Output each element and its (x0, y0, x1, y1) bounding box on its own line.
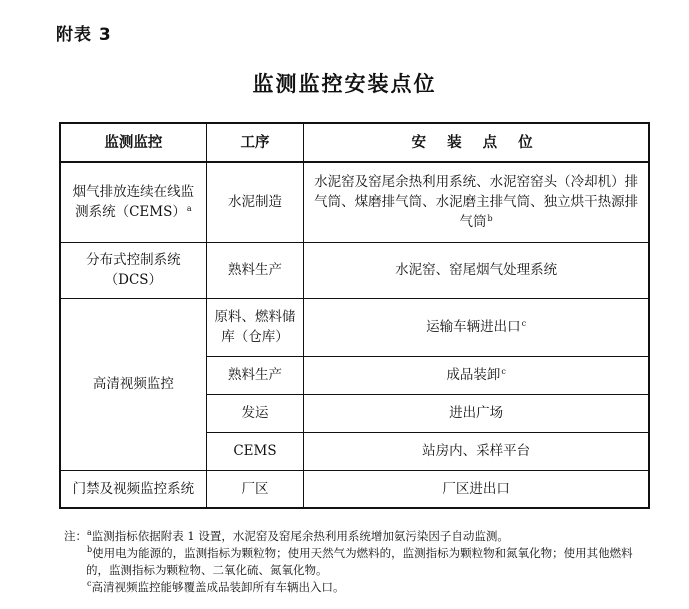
cell-monitor-video: 高清视频监控 (60, 298, 206, 470)
table-header-row (60, 123, 649, 162)
note-text: 高清视频监控能够覆盖成品装卸所有车辆出入口。 (91, 580, 345, 594)
appendix-label: 附表 3 (56, 25, 112, 45)
location-text: 水泥窑及窑尾余热利用系统、水泥窑窑头（冷却机）排气筒、煤磨排气筒、水泥磨主排气筒、独立烘干热源排气筒 (314, 174, 639, 231)
cell-monitor-dcs: 分布式控制系统（DCS） (60, 242, 206, 298)
cell-location (304, 356, 649, 394)
footnote-marker: b (487, 213, 493, 223)
cell-location (304, 298, 649, 356)
footnote-marker: c (87, 579, 92, 589)
note-item (64, 579, 654, 596)
cell-process: 发运 (206, 394, 303, 432)
note-text: 监测指标依据附表 1 设置，水泥窑及窑尾余热利用系统增加氨污染因子自动监测。 (91, 529, 509, 543)
notes-prefix: 注： (64, 529, 87, 543)
table-notes (64, 528, 654, 596)
cell-process: 原料、燃料储库（仓库） (206, 298, 303, 356)
cell-location: 厂区进出口 (304, 470, 649, 508)
cell-process: CEMS (206, 432, 303, 470)
cell-location: 进出广场 (304, 394, 649, 432)
cell-location: 站房内、采样平台 (304, 432, 649, 470)
table-row (60, 470, 649, 508)
footnote-marker: a (186, 203, 192, 213)
cell-location (304, 162, 649, 242)
location-text: 成品装卸 (446, 367, 501, 383)
table-row (60, 298, 649, 356)
document-title: 监测监控安装点位 (252, 72, 437, 96)
footnote-marker: c (501, 366, 506, 376)
install-location-table (59, 122, 650, 509)
header-location: 安 装 点 位 (304, 123, 649, 162)
footnote-marker: c (521, 318, 527, 328)
cell-process: 熟料生产 (206, 242, 303, 298)
footnote-marker: b (87, 545, 93, 555)
header-monitor: 监测监控 (60, 123, 206, 162)
cell-monitor-cems (60, 162, 206, 242)
table-row (60, 242, 649, 298)
cell-monitor-access: 门禁及视频监控系统 (60, 470, 206, 508)
footnote-marker: a (87, 528, 92, 538)
note-text: 使用电为能源的，监测指标为颗粒物；使用天然气为燃料的，监测指标为颗粒物和氮氧化物；使用其他燃料的，监测指标为颗粒物、二氧化硫、氮氧化物。 (86, 546, 633, 577)
cell-location: 水泥窑、窑尾烟气处理系统 (304, 242, 649, 298)
monitor-text: 烟气排放连续在线监测系统（CEMS） (72, 184, 195, 221)
cell-process: 水泥制造 (206, 162, 303, 242)
header-process: 工序 (206, 123, 303, 162)
location-text: 运输车辆进出口 (426, 319, 521, 335)
note-item (64, 528, 654, 545)
table-row (60, 162, 649, 242)
cell-process: 厂区 (206, 470, 303, 508)
note-item (64, 545, 654, 579)
cell-process: 熟料生产 (206, 356, 303, 394)
